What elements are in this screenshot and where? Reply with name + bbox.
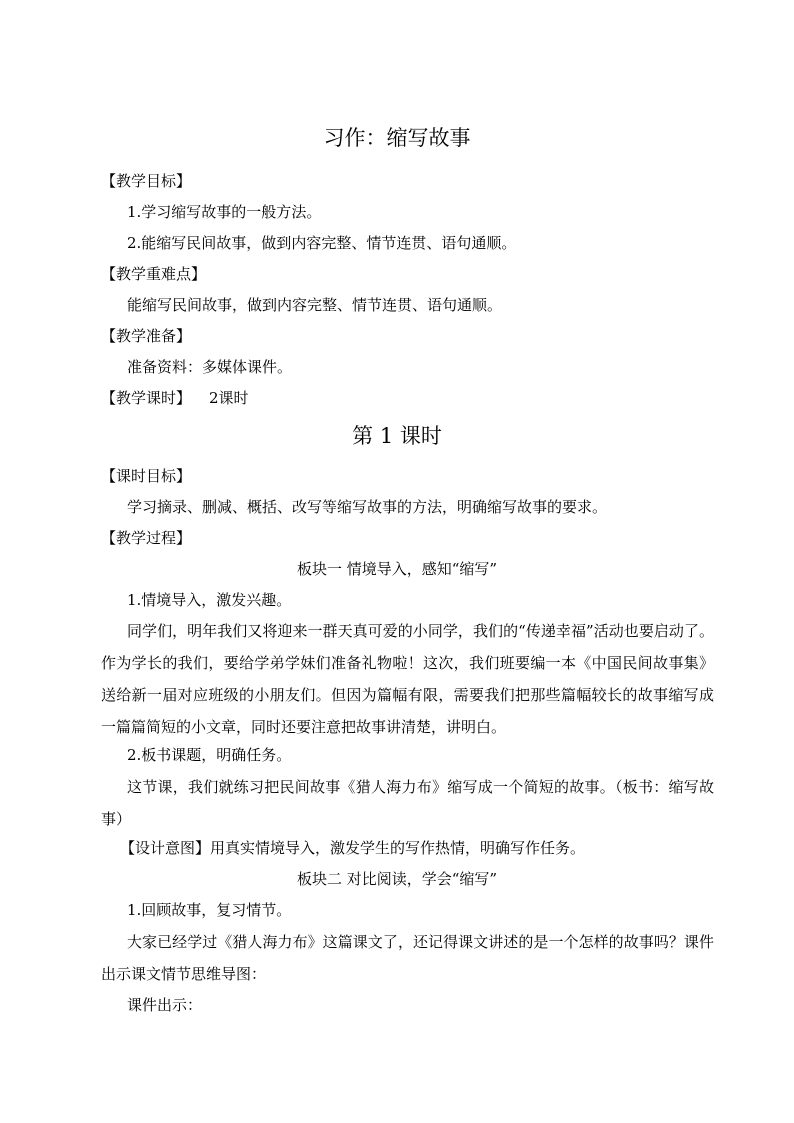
preparation-text: 准备资料：多媒体课件。 xyxy=(127,358,293,376)
key-points-heading: 【教学重难点】 xyxy=(101,265,207,283)
lesson-goal-heading: 【课时目标】 xyxy=(101,467,192,485)
preparation-heading: 【教学准备】 xyxy=(101,327,192,345)
block-one-title: 板块一 情境导入，感知“缩写” xyxy=(296,560,498,578)
document-title: 习作：缩写故事 xyxy=(323,126,471,150)
class-hours-heading: 【教学课时】 xyxy=(101,389,192,407)
design-note: 【设计意图】用真实情境导入，激发学生的写作热情，明确写作任务。 xyxy=(120,839,586,857)
class-hours-value: 2课时 xyxy=(209,389,249,407)
intro-paragraph: 同学们，明年我们又将迎来一群天真可爱的小同学，我们的“传递幸福”活动也要启动了。作为学长的我们，要给学弟学妹们准备礼物啦！这次，我们班要编一本《中国民间故事集》送给新一届对应班级的小朋友们。但因为篇幅有限，需要我们把那些篇幅较长的故事缩写成一篇篇简短的小文章，同时还要注意把故事讲清楚，讲明白。 xyxy=(101,622,714,736)
step-three: 1.回顾故事，复习情节。 xyxy=(127,901,292,919)
class-hours-line xyxy=(101,388,249,408)
courseware-label: 课件出示： xyxy=(127,996,203,1014)
step-one: 1.情境导入，激发兴趣。 xyxy=(127,591,292,609)
goal-item-1: 1.学习缩写故事的一般方法。 xyxy=(127,203,322,221)
goals-heading: 【教学目标】 xyxy=(101,172,192,190)
process-heading: 【教学过程】 xyxy=(101,529,192,547)
key-points-text: 能缩写民间故事，做到内容完整、情节连贯、语句通顺。 xyxy=(127,296,503,314)
review-paragraph: 大家已经学过《猎人海力布》这篇课文了，还记得课文讲述的是一个怎样的故事吗？课件出示课文情节思维导图： xyxy=(101,933,714,983)
lesson-goal-text: 学习摘录、删减、概括、改写等缩写故事的方法，明确缩写故事的要求。 xyxy=(127,498,608,516)
lesson-title: 第 1 课时 xyxy=(352,424,442,448)
step-two: 2.板书课题，明确任务。 xyxy=(127,746,292,764)
goal-item-2: 2.能缩写民间故事，做到内容完整、情节连贯、语句通顺。 xyxy=(127,234,517,252)
block-two-title: 板块二 对比阅读，学会“缩写” xyxy=(296,870,498,888)
task-paragraph: 这节课，我们就练习把民间故事《猎人海力布》缩写成一个简短的故事。（板书：缩写故事） xyxy=(101,778,714,828)
